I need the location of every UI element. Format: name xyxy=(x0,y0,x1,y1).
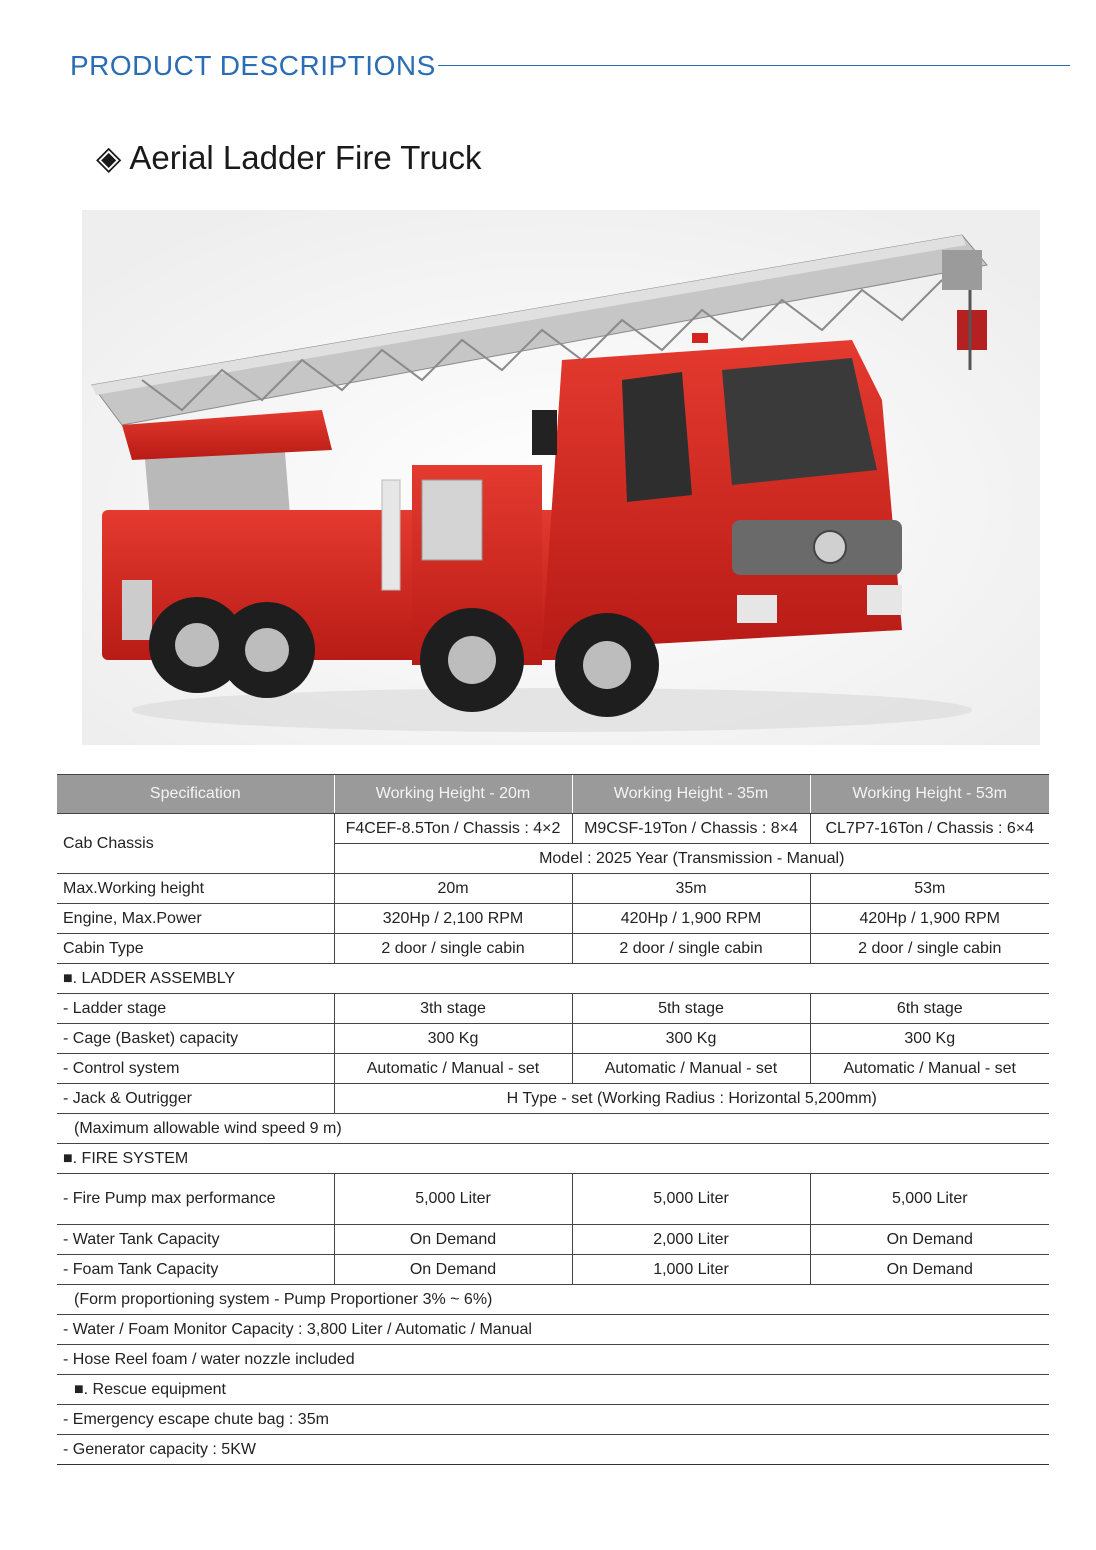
section-label-rescue: ■. Rescue equipment xyxy=(57,1375,1049,1405)
section-title: PRODUCT DESCRIPTIONS xyxy=(70,50,436,81)
table-row xyxy=(57,1054,1049,1084)
table-row xyxy=(57,904,1049,934)
cell: 5,000 Liter xyxy=(572,1174,810,1225)
cell: 3th stage xyxy=(334,994,572,1024)
table-row xyxy=(57,1024,1049,1054)
table-row xyxy=(57,1174,1049,1225)
row-label: Max.Working height xyxy=(57,874,334,904)
row-label: - Cage (Basket) capacity xyxy=(57,1024,334,1054)
section-label-ladder: ■. LADDER ASSEMBLY xyxy=(57,964,1049,994)
table-row xyxy=(57,874,1049,904)
note-monitor-capacity: - Water / Foam Monitor Capacity : 3,800 Liter / Automatic / Manual xyxy=(57,1315,1049,1345)
cell: 420Hp / 1,900 RPM xyxy=(572,904,810,934)
cell: 5,000 Liter xyxy=(334,1174,572,1225)
note-wind: (Maximum allowable wind speed 9 m) xyxy=(57,1114,1049,1144)
table-row xyxy=(57,1084,1049,1114)
note-generator: - Generator capacity : 5KW xyxy=(57,1435,1049,1465)
note-row xyxy=(57,1435,1049,1465)
table-header-row xyxy=(57,775,1049,814)
row-label: - Water Tank Capacity xyxy=(57,1225,334,1255)
cell: Automatic / Manual - set xyxy=(334,1054,572,1084)
note-hose-reel: - Hose Reel foam / water nozzle included xyxy=(57,1345,1049,1375)
cell: 6th stage xyxy=(810,994,1049,1024)
cell: Automatic / Manual - set xyxy=(572,1054,810,1084)
product-title xyxy=(96,138,482,177)
column-header: Working Height - 20m xyxy=(334,775,572,814)
row-label: - Ladder stage xyxy=(57,994,334,1024)
cell: F4CEF-8.5Ton / Chassis : 4×2 xyxy=(334,814,572,844)
table-row xyxy=(57,994,1049,1024)
row-label: - Foam Tank Capacity xyxy=(57,1255,334,1285)
cell: 20m xyxy=(334,874,572,904)
section-row xyxy=(57,964,1049,994)
cell: 5th stage xyxy=(572,994,810,1024)
cell: 2 door / single cabin xyxy=(334,934,572,964)
cell: On Demand xyxy=(810,1225,1049,1255)
column-header: Working Height - 35m xyxy=(572,775,810,814)
row-label: - Jack & Outrigger xyxy=(57,1084,334,1114)
cell: 320Hp / 2,100 RPM xyxy=(334,904,572,934)
note-row xyxy=(57,1285,1049,1315)
row-label: - Control system xyxy=(57,1054,334,1084)
note-row xyxy=(57,1405,1049,1435)
note-foam-proportioning: (Form proportioning system - Pump Proportioner 3% ~ 6%) xyxy=(57,1285,1049,1315)
cell: 300 Kg xyxy=(810,1024,1049,1054)
cell: 53m xyxy=(810,874,1049,904)
note-row xyxy=(57,1345,1049,1375)
cell: On Demand xyxy=(334,1255,572,1285)
fire-truck-photo xyxy=(82,210,1040,745)
table-row xyxy=(57,814,1049,844)
column-header: Working Height - 53m xyxy=(810,775,1049,814)
cell: 2 door / single cabin xyxy=(572,934,810,964)
section-label-fire: ■. FIRE SYSTEM xyxy=(57,1144,1049,1174)
note-row xyxy=(57,1114,1049,1144)
row-label: Cab Chassis xyxy=(57,814,334,874)
specification-table xyxy=(57,774,1049,1465)
product-name: Aerial Ladder Fire Truck xyxy=(129,139,482,176)
note-chute-bag: - Emergency escape chute bag : 35m xyxy=(57,1405,1049,1435)
row-label: Engine, Max.Power xyxy=(57,904,334,934)
cell: 5,000 Liter xyxy=(810,1174,1049,1225)
table-row xyxy=(57,1255,1049,1285)
diamond-bullet-icon: ◈ xyxy=(96,139,122,176)
cell-model: Model : 2025 Year (Transmission - Manual) xyxy=(334,844,1049,874)
cell: Automatic / Manual - set xyxy=(810,1054,1049,1084)
cell: 1,000 Liter xyxy=(572,1255,810,1285)
cell: On Demand xyxy=(334,1225,572,1255)
row-label: Cabin Type xyxy=(57,934,334,964)
cell: 420Hp / 1,900 RPM xyxy=(810,904,1049,934)
cell: 300 Kg xyxy=(572,1024,810,1054)
cell: 35m xyxy=(572,874,810,904)
table-row xyxy=(57,1225,1049,1255)
section-row xyxy=(57,1375,1049,1405)
section-divider xyxy=(438,65,1070,66)
cell: 2,000 Liter xyxy=(572,1225,810,1255)
cell-jack: H Type - set (Working Radius : Horizontal 5,200mm) xyxy=(334,1084,1049,1114)
cell: M9CSF-19Ton / Chassis : 8×4 xyxy=(572,814,810,844)
column-header: Specification xyxy=(57,775,334,814)
cell: CL7P7-16Ton / Chassis : 6×4 xyxy=(810,814,1049,844)
section-header xyxy=(70,50,1070,90)
truck-cab xyxy=(532,333,902,650)
cell: On Demand xyxy=(810,1255,1049,1285)
cell: 2 door / single cabin xyxy=(810,934,1049,964)
cell: 300 Kg xyxy=(334,1024,572,1054)
section-row xyxy=(57,1144,1049,1174)
row-label: - Fire Pump max performance xyxy=(57,1174,334,1225)
table-row xyxy=(57,934,1049,964)
note-row xyxy=(57,1315,1049,1345)
